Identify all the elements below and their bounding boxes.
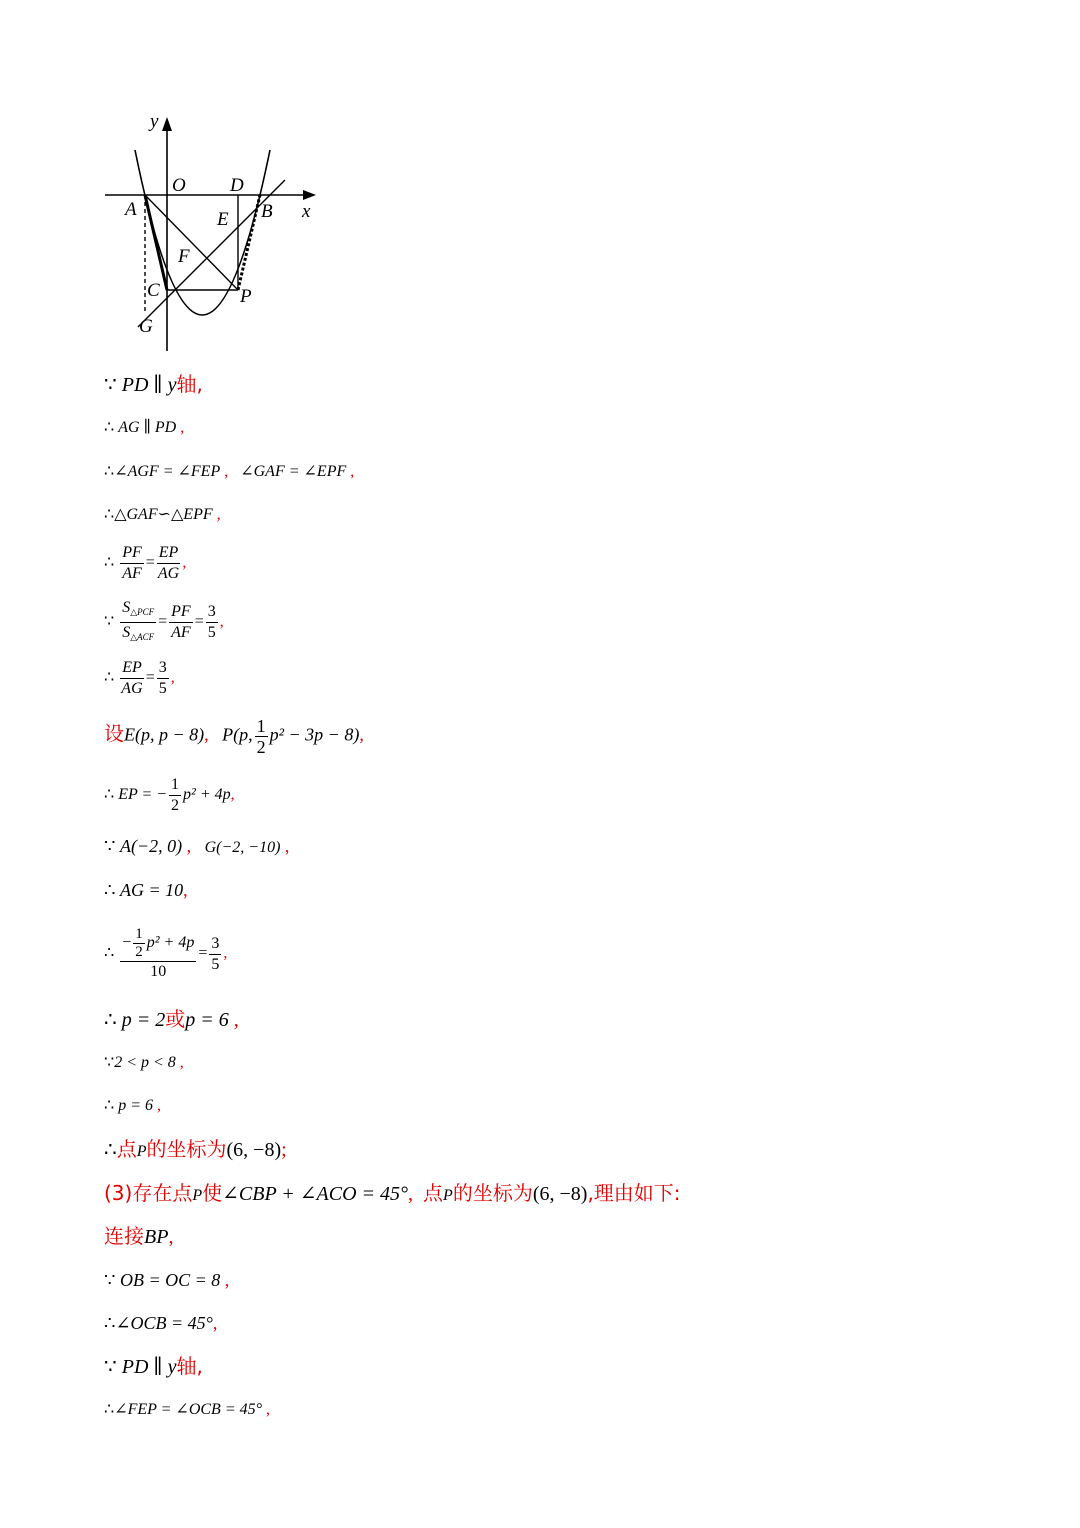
label-b: B xyxy=(261,201,273,222)
line-ag-parallel-pd: ∴ AG ∥ PD , xyxy=(104,419,185,436)
line-connect-bp: 连接BP, xyxy=(104,1224,174,1248)
line-ag-length: ∴ AG = 10, xyxy=(104,880,188,900)
fraction: − $\frac{1}{2}$ p² + 4p 10 xyxy=(122,926,195,980)
fraction: $\frac{EP}{AG}$ xyxy=(157,544,180,582)
line-angle-fep: ∴∠FEP = ∠OCB = 45° , xyxy=(104,1401,271,1418)
line-p-value: ∴ p = 6 , xyxy=(104,1097,161,1114)
label-c: C xyxy=(147,280,160,301)
line-let-e-p: 设E(p, p − 8), P(p, $\frac{1}{2}$ p² − 3p − 8), xyxy=(104,716,364,757)
line-ratio-pf-af: ∴ $\frac{PF}{AF}$ = $\frac{EP}{AG}$ , xyxy=(104,544,187,582)
x-axis-arrow xyxy=(303,190,316,200)
fraction: $\frac{3}{5}$ xyxy=(211,934,220,973)
line-ep-ag-ratio: ∴ $\frac{EP}{AG}$ = $\frac{3}{5}$ , xyxy=(104,659,175,697)
label-o: O xyxy=(172,175,186,196)
line-ep-expression: ∴ EP = − $\frac{1}{2}$ p² + 4p, xyxy=(104,776,235,814)
label-p: P xyxy=(240,286,252,307)
fraction: $\frac{PF}{AF}$ xyxy=(171,603,191,641)
segment-ac-bold xyxy=(145,195,167,290)
label-f: F xyxy=(178,246,190,267)
label-a: A xyxy=(125,199,137,220)
y-axis-arrow xyxy=(162,117,172,131)
label-d: D xyxy=(230,175,244,196)
label-y: y xyxy=(150,111,159,132)
parabola-figure xyxy=(100,105,330,360)
line-p-solutions: ∴ p = 2或p = 6 , xyxy=(104,1007,239,1031)
line-area-ratio: ∵ $\frac{S_{\triangle PCF}}{S_{\triangle ACF}}$ = $\frac{PF}{AF}$ = $\frac{3}{5}$ , xyxy=(104,598,224,647)
fraction: $\frac{1}{2}$ xyxy=(256,716,266,757)
line-equation: ∴ − $\frac{1}{2}$ p² + 4p 10 = $\frac{3}{5}$ , xyxy=(104,926,228,980)
label-g: G xyxy=(139,316,153,337)
line-part-3-heading: (3)存在点P使∠CBP + ∠ACO = 45°, 点P的坐标为(6, −8),理由如下: xyxy=(104,1181,681,1205)
fraction: $\frac{S_{\triangle PCF}}{S_{\triangle ACF}}$ xyxy=(122,599,155,642)
line-p-coordinate: ∴点P的坐标为(6, −8); xyxy=(104,1137,287,1161)
segment-bp-dotted xyxy=(238,195,260,290)
line-similar-triangles: ∴△GAF∽△EPF , xyxy=(104,506,221,523)
fraction: $\frac{1}{2}$ xyxy=(171,776,180,814)
fraction: $\frac{PF}{AF}$ xyxy=(122,544,142,582)
label-e: E xyxy=(217,209,229,230)
line-a-g-coords: ∵ A(−2, 0) , G(−2, −10) , xyxy=(104,836,290,856)
fraction: $\frac{3}{5}$ xyxy=(158,659,167,697)
fraction: $\frac{1}{2}$ xyxy=(135,926,143,960)
line-ob-oc: ∵ OB = OC = 8 , xyxy=(104,1270,230,1290)
line-p-range: ∵2 < p < 8 , xyxy=(104,1054,184,1071)
line-equal-angles: ∴∠AGF = ∠FEP , ∠GAF = ∠EPF , xyxy=(104,463,355,480)
label-x: x xyxy=(302,201,311,222)
line-angle-ocb: ∴∠OCB = 45°, xyxy=(104,1313,218,1333)
fraction: $\frac{3}{5}$ xyxy=(207,603,216,641)
line-pd-parallel-y: ∵ PD ∥ y轴, xyxy=(104,372,203,396)
fraction: $\frac{EP}{AG}$ xyxy=(121,659,143,697)
line-pd-parallel-y-2: ∵ PD ∥ y轴, xyxy=(104,1354,203,1378)
